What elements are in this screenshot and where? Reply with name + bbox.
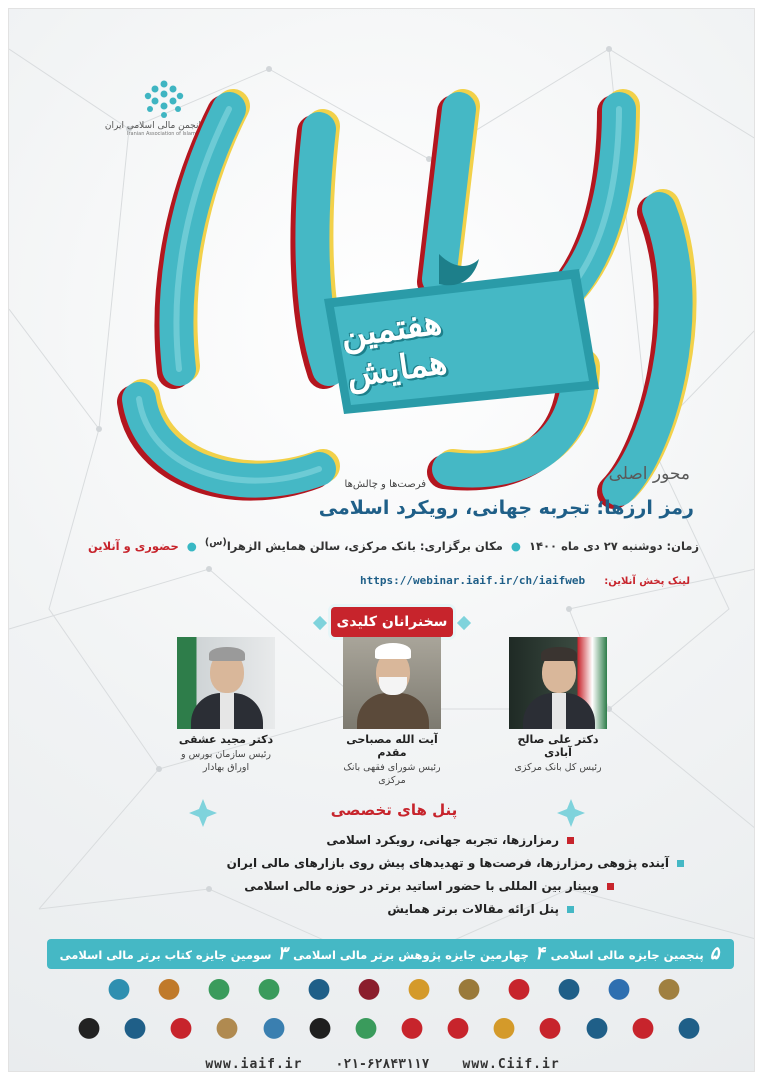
speaker-name: دکتر علی صالح آبادی xyxy=(517,733,599,759)
sponsor-logo xyxy=(484,1014,524,1046)
ornament-icon xyxy=(189,799,217,827)
main-axis-subtitle: فرصت‌ها و چالش‌ها xyxy=(344,479,426,490)
speaker-card xyxy=(337,637,447,787)
panel-text: آینده پژوهی رمزارزها، فرصت‌ها و تهدیدهای پیش روی بازارهای مالی ایران xyxy=(226,856,669,870)
sponsor-logo xyxy=(254,1014,294,1046)
event-info xyxy=(88,537,699,553)
speaker-name: آیت الله مصباحی مقدم xyxy=(346,733,438,759)
footer xyxy=(9,1053,755,1072)
separator-dot: ● xyxy=(186,538,197,553)
sponsor-logo xyxy=(69,1014,109,1046)
bullet-icon xyxy=(607,883,614,890)
sponsor-logo xyxy=(207,1014,247,1046)
sponsor-logo xyxy=(577,1014,617,1046)
panel-text: رمزارزها، تجربه جهانی، رویکرد اسلامی xyxy=(326,833,559,847)
bullet-icon xyxy=(567,837,574,844)
keynote-title: سخنرانان کلیدی xyxy=(331,607,453,637)
speaker-role: رئیس شورای فقهی بانک مرکزی xyxy=(343,762,441,786)
conference-title: هفتمین همایش xyxy=(338,302,450,396)
sponsor-logo xyxy=(115,1014,155,1046)
speaker-name: دکتر مجید عشقی xyxy=(178,733,274,746)
sponsor-logo xyxy=(392,1014,432,1046)
award-item: سومین جایزه کتاب برتر مالی اسلامی xyxy=(59,948,272,962)
speaker-card xyxy=(171,637,281,774)
sponsor-logo xyxy=(499,975,539,1007)
sponsor-logo xyxy=(623,1014,663,1046)
poster xyxy=(8,8,755,1072)
sponsor-logo xyxy=(299,975,339,1007)
bullet-icon xyxy=(567,906,574,913)
event-mode: حضوری و آنلاین xyxy=(87,538,179,553)
list-item xyxy=(227,898,574,921)
sponsor-logo xyxy=(530,1014,570,1046)
sponsor-logo xyxy=(599,975,639,1007)
panel-text: پنل ارائه مقالات برتر همایش xyxy=(387,902,559,916)
speaker-photo xyxy=(343,637,441,729)
award-item: پنجمین جایزه مالی اسلامی xyxy=(550,948,704,962)
speaker-card xyxy=(503,637,613,774)
sponsor-logo xyxy=(249,975,289,1007)
sponsor-logo xyxy=(161,1014,201,1046)
list-item xyxy=(227,852,684,875)
main-axis-title: رمز ارزها؛ تجربه جهانی، رویکرد اسلامی xyxy=(318,497,694,519)
award-number: ۳ xyxy=(277,943,288,964)
live-link-row xyxy=(360,569,690,588)
venue-mark: (س) xyxy=(204,537,227,548)
panels-title: پنل های تخصصی xyxy=(330,801,458,819)
speaker-photo xyxy=(177,637,275,729)
awards-strip xyxy=(47,939,734,969)
ornament-icon xyxy=(557,799,585,827)
award-item: چهارمین جایزه پژوهش برتر مالی اسلامی xyxy=(293,948,529,962)
sponsor-logo xyxy=(449,975,489,1007)
sponsor-logo xyxy=(438,1014,478,1046)
event-venue: مکان برگزاری: بانک مرکزی، سالن همایش الزهرا xyxy=(226,538,503,553)
award-number: ۴ xyxy=(534,943,545,964)
sponsor-logo xyxy=(669,1014,709,1046)
speaker-photo xyxy=(509,637,607,729)
sponsor-logos-row-1 xyxy=(99,975,689,1007)
bullet-icon xyxy=(677,860,684,867)
award-number: ۵ xyxy=(709,943,720,964)
sponsor-logo xyxy=(346,1014,386,1046)
logo-name-fa: انجمن مالی اسلامی ایران xyxy=(104,121,201,131)
main-axis-label: محور اصلی xyxy=(608,464,690,484)
speaker-role: رئیس سازمان بورس و اوراق بهادار xyxy=(181,749,271,773)
speaker-role: رئیس کل بانک مرکزی xyxy=(514,762,602,773)
live-link-url[interactable]: https://webinar.iaif.ir/ch/iaifweb xyxy=(359,574,586,587)
sponsor-logos-row-2 xyxy=(69,1014,709,1046)
panel-text: وبینار بین المللی با حضور اساتید برتر در حوزه مالی اسلامی xyxy=(244,879,599,893)
sponsor-logo xyxy=(399,975,439,1007)
sponsor-logo xyxy=(149,975,189,1007)
phone-number: ۰۲۱-۶۲۸۴۳۱۱۷ xyxy=(335,1057,430,1072)
panels-list xyxy=(226,829,669,921)
sponsor-logo xyxy=(349,975,389,1007)
event-time: زمان: دوشنبه ۲۷ دی ماه ۱۴۰۰ xyxy=(528,538,699,553)
website-link[interactable]: www.Ciif.ir xyxy=(462,1057,560,1072)
website-link[interactable]: www.iaif.ir xyxy=(205,1057,303,1072)
logo-name-en: Iranian Association of Islamic Finance xyxy=(127,131,221,137)
sponsor-logo xyxy=(300,1014,340,1046)
sponsor-logo xyxy=(649,975,689,1007)
separator-dot: ● xyxy=(510,538,521,553)
sponsor-logo xyxy=(199,975,239,1007)
list-item xyxy=(227,829,574,852)
list-item xyxy=(227,875,614,898)
sponsor-logo xyxy=(549,975,589,1007)
calligraphy-artwork xyxy=(59,69,709,519)
sponsor-logo xyxy=(99,975,139,1007)
live-link-label: لینک پخش آنلاین: xyxy=(604,576,690,587)
